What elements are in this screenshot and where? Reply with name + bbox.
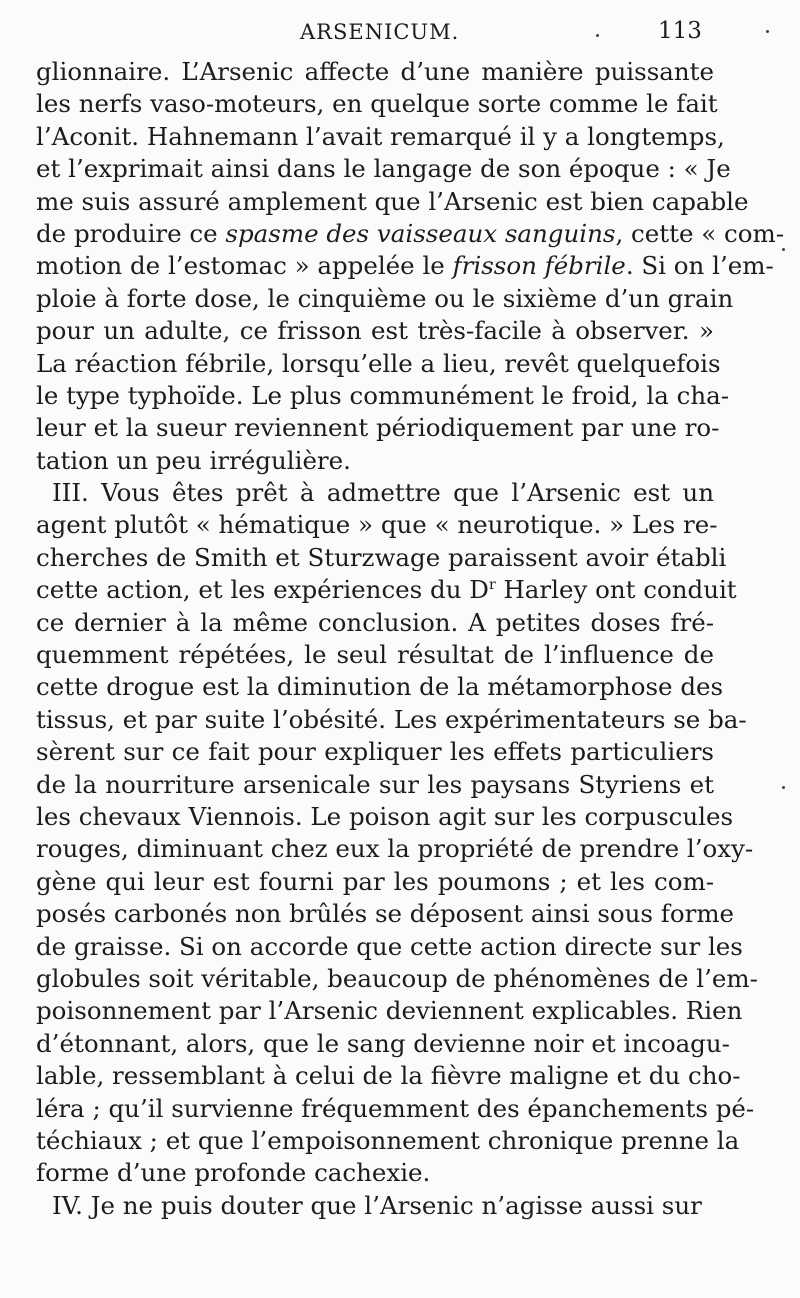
text-line	[36, 348, 721, 380]
text-segment: d’étonnant, alors, que le sang devienne noir et incoagu-	[36, 1028, 730, 1058]
text-segment: et l’exprimait ainsi dans le langage de son époque : « Je	[36, 154, 731, 184]
print-speck	[782, 248, 785, 251]
text-line	[36, 1157, 714, 1189]
text-segment: léra ; qu’il survienne fréquemment des épanchements pé-	[36, 1093, 755, 1123]
text-segment: cette drogue est la diminution de la métamorphose des	[36, 672, 724, 702]
text-segment: de graisse. Si on accorde que cette action directe sur les	[36, 931, 743, 961]
text-segment: tation un peu irrégulière.	[36, 445, 351, 475]
text-line	[36, 574, 737, 606]
text-segment: La réaction fébrile, lorsqu’elle a lieu, revêt quelquefois	[36, 348, 721, 378]
text-segment: de la nourriture arsenicale sur les paysans Styriens et	[36, 769, 714, 799]
text-line	[36, 1060, 741, 1092]
text-line	[36, 736, 714, 768]
running-title: ARSENICUM.	[300, 20, 460, 44]
text-segment: ploie à forte dose, le cinquième ou le sixième d’un grain	[36, 283, 734, 313]
text-line	[36, 542, 727, 574]
text-line	[36, 671, 724, 703]
text-segment: poisonnement par l’Arsenic deviennent explicables. Rien	[36, 996, 743, 1026]
text-line	[36, 931, 743, 963]
text-line	[36, 769, 714, 801]
text-segment: III. Vous êtes prêt à admettre que l’Arsenic est un	[52, 478, 714, 508]
text-segment: le type typhoïde. Le plus communément le froid, la cha-	[36, 380, 729, 410]
text-segment: de produire ce	[36, 218, 226, 248]
text-segment: pour un adulte, ce frisson est très-facile à observer. »	[36, 316, 714, 346]
running-head	[0, 16, 800, 50]
text-line	[36, 833, 754, 865]
italic-text: frisson fébrile	[452, 251, 626, 281]
text-segment: lable, ressemblant à celui de la fièvre maligne et du cho-	[36, 1061, 741, 1091]
text-line	[36, 995, 743, 1027]
text-segment: cette action, et les expériences du D	[36, 575, 489, 605]
text-line	[36, 1125, 740, 1157]
text-segment: Harley ont conduit	[495, 575, 737, 605]
italic-text: spasme des vaisseaux sanguins	[225, 218, 616, 248]
text-segment: les nerfs vaso-moteurs, en quelque sorte comme le fait	[36, 89, 718, 119]
text-segment: rouges, diminuant chez eux la propriété de prendre l’oxy-	[36, 834, 754, 864]
text-line	[36, 898, 735, 930]
text-segment: globules soit véritable, beaucoup de phénomènes de l’em-	[36, 963, 758, 993]
body-text	[36, 56, 784, 1222]
text-line	[36, 509, 718, 541]
text-line	[36, 963, 758, 995]
text-line	[36, 866, 714, 898]
text-line	[36, 801, 734, 833]
print-speck	[782, 786, 785, 789]
text-line	[36, 88, 718, 120]
text-segment: tissus, et par suite l’obésité. Les expérimentateurs se ba-	[36, 704, 747, 734]
text-segment: motion de l’estomac » appelée le	[36, 251, 453, 281]
text-segment: agent plutôt « hématique » que « neurotique. » Les re-	[36, 510, 718, 540]
text-line	[36, 153, 731, 185]
superscript-text: r	[488, 577, 496, 594]
text-segment: gène qui leur est fourni par les poumons ; et les com-	[36, 866, 714, 896]
text-line	[36, 380, 729, 412]
text-line	[36, 477, 714, 509]
text-segment: sèrent sur ce fait pour expliquer les effets particuliers	[36, 737, 714, 767]
text-line	[36, 639, 714, 671]
text-segment: . Si on l’em-	[625, 251, 774, 281]
text-segment: glionnaire. L’Arsenic affecte d’une manière puissante	[36, 57, 714, 86]
text-segment: quemment répétées, le seul résultat de l’influence de	[36, 640, 714, 670]
text-line	[36, 1093, 755, 1125]
text-line	[36, 1028, 730, 1060]
text-segment: ce dernier à la même conclusion. A petites doses fré-	[36, 607, 714, 637]
text-line	[36, 704, 747, 736]
text-segment: leur et la sueur reviennent périodiquement par une ro-	[36, 413, 720, 443]
text-segment: me suis assuré amplement que l’Arsenic est bien capable	[36, 186, 749, 216]
text-segment: forme d’une profonde cachexie.	[36, 1158, 431, 1188]
text-line	[36, 445, 714, 477]
text-segment: cherches de Smith et Sturzwage paraissent avoir établi	[36, 542, 727, 572]
text-segment: , cette « com-	[615, 218, 784, 248]
text-segment: l’Aconit. Hahnemann l’avait remarqué il y a longtemps,	[36, 121, 725, 151]
text-segment: IV. Je ne puis douter que l’Arsenic n’agisse aussi sur	[52, 1190, 702, 1220]
text-line	[36, 218, 784, 250]
text-line	[36, 250, 774, 282]
text-segment: téchiaux ; et que l’empoisonnement chronique prenne la	[36, 1125, 740, 1155]
text-segment: posés carbonés non brûlés se déposent ainsi sous forme	[36, 899, 735, 929]
print-speck	[766, 30, 769, 33]
text-line	[36, 607, 714, 639]
text-line	[36, 121, 725, 153]
print-speck	[596, 34, 599, 37]
text-line	[36, 186, 749, 218]
text-line	[36, 1190, 714, 1222]
text-line	[36, 315, 714, 347]
text-line	[36, 283, 734, 315]
text-line	[36, 56, 714, 88]
page-number: 113	[658, 18, 702, 44]
text-line	[36, 412, 720, 444]
text-segment: les chevaux Viennois. Le poison agit sur les corpuscules	[36, 801, 734, 831]
